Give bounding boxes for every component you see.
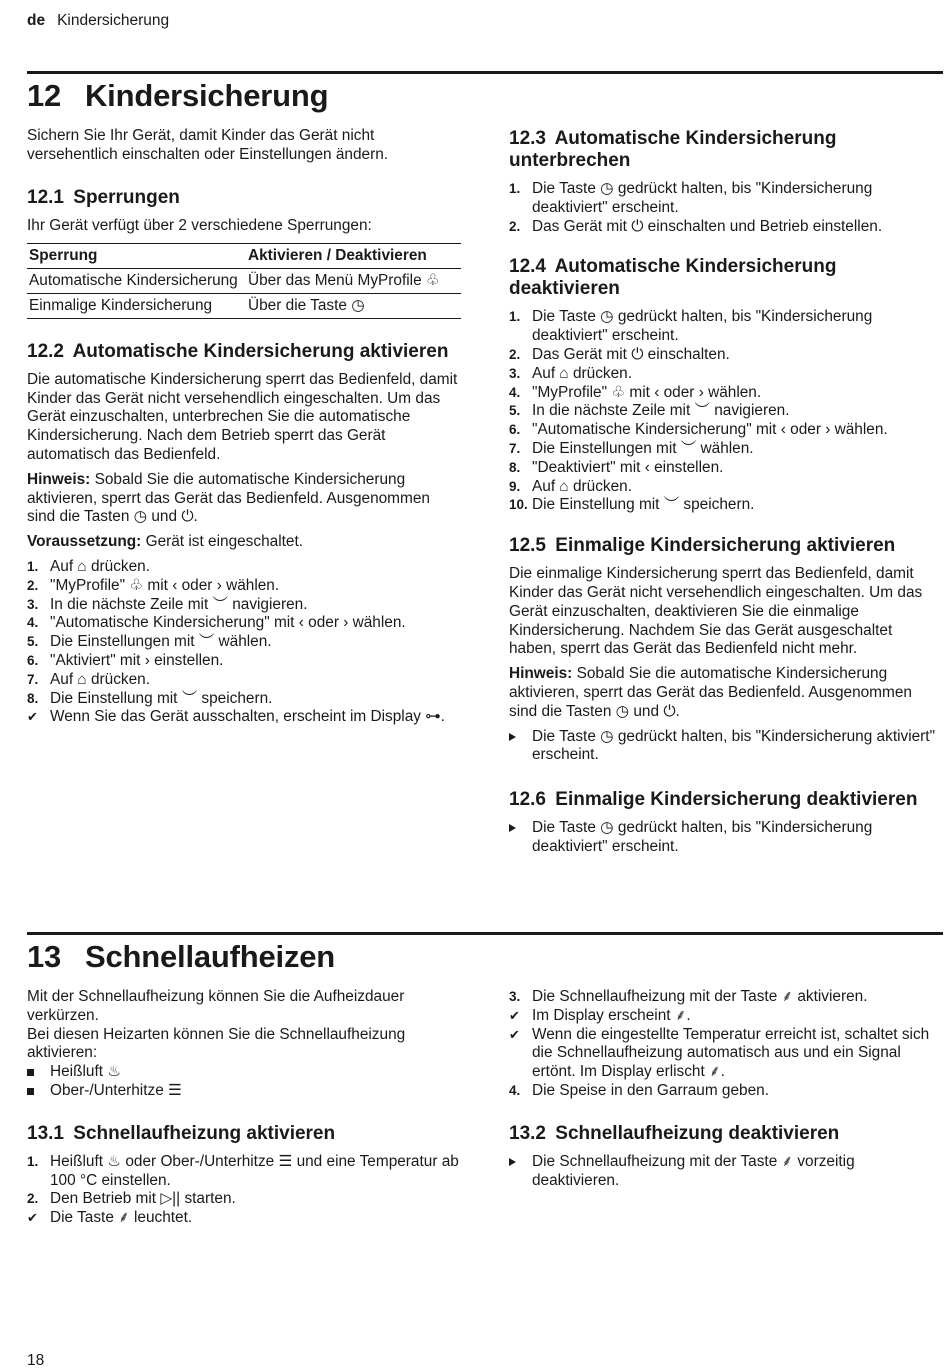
chapter-number: 12 <box>27 78 62 113</box>
list-item <box>509 440 943 459</box>
chapter-number: 13 <box>27 939 62 974</box>
step-text: Auf ⌂ drücken. <box>532 364 632 382</box>
heating-modes-list <box>27 1063 461 1101</box>
list-item <box>27 1209 461 1228</box>
list-item <box>27 652 461 671</box>
list-item <box>27 633 461 652</box>
header-section-title: Kindersicherung <box>57 12 170 29</box>
note-paragraph <box>509 665 943 721</box>
list-item <box>27 1190 461 1209</box>
step-text: "MyProfile" ♧ mit ‹ oder › wählen. <box>532 383 762 401</box>
step-number: 7. <box>509 440 521 456</box>
step-text: Auf ⌂ drücken. <box>532 477 632 495</box>
step-number: 2. <box>509 346 521 362</box>
list-item <box>27 577 461 596</box>
page-number: 18 <box>27 1352 45 1369</box>
section-12-1-heading: 12.1 Sperrungen <box>27 186 180 208</box>
result-check-icon: ✔ <box>27 1210 38 1226</box>
table-row <box>27 269 461 294</box>
step-text: Die Einstellung mit ︶ speichern. <box>532 496 755 514</box>
list-item <box>509 496 943 515</box>
note-label: Hinweis: <box>27 470 91 488</box>
chapter-title: Schnellaufheizen <box>85 939 336 974</box>
step-number: 1. <box>27 558 39 574</box>
section-12-5-heading: 12.5 Einmalige Kindersicherung aktivieren <box>509 535 896 557</box>
step-text: Die Schnellaufheizung mit der Taste ⸙ aktivieren. <box>532 988 868 1005</box>
table-header-row <box>27 244 461 269</box>
step-text: Wenn die eingestellte Temperatur erreicht ist, schaltet sich die Schnellaufheizung automatisch aus und ein Signal ertönt. Im Display erlischt ⸙. <box>532 1025 930 1081</box>
list-item <box>509 728 943 766</box>
list-item <box>509 1153 943 1191</box>
section-12-6-heading: 12.6 Einmalige Kindersicherung deaktivieren <box>509 789 918 811</box>
step-number: 6. <box>27 652 39 668</box>
list-item <box>509 180 943 218</box>
list-item <box>509 365 943 384</box>
chapter-12-rule <box>27 71 943 74</box>
chapter-intro: Mit der Schnellaufheizung können Sie die Aufheizdauer verkürzen. <box>27 988 405 1024</box>
step-number: 2. <box>27 1191 39 1207</box>
step-number: 4. <box>509 384 521 400</box>
step-number: 1. <box>509 181 521 196</box>
step-text: "Automatische Kindersicherung" mit ‹ oder › wählen. <box>50 614 406 632</box>
step-text: Die Einstellungen mit ︶ wählen. <box>50 633 272 651</box>
step-number: 9. <box>509 478 521 494</box>
action-arrow-icon <box>509 824 516 832</box>
list-item <box>27 671 461 690</box>
step-text: Die Schnellaufheizung mit der Taste ⸙ vorzeitig deaktivieren. <box>532 1152 855 1189</box>
bullet-square-icon <box>27 1069 34 1076</box>
step-text: In die nächste Zeile mit ︶ navigieren. <box>532 402 790 420</box>
precondition-text: Gerät ist eingeschaltet. <box>145 533 304 551</box>
chapter-12-right-column <box>509 128 943 857</box>
step-text: In die nächste Zeile mit ︶ navigieren. <box>50 595 308 613</box>
list-item <box>27 690 461 709</box>
step-number: 1. <box>509 309 521 325</box>
table-header: Sperrung <box>29 247 98 265</box>
bullet-square-icon <box>27 1088 34 1095</box>
step-number: 4. <box>27 615 39 631</box>
list-item <box>509 988 943 1007</box>
list-item <box>509 1007 943 1026</box>
step-number: 2. <box>27 577 39 593</box>
table-cell: Automatische Kindersicherung <box>29 272 238 290</box>
list-item <box>509 1082 943 1101</box>
note-label: Hinweis: <box>509 665 573 683</box>
chapter-12-left-column <box>27 127 461 727</box>
section-12-4-heading: 12.4 Automatische Kindersicherung deaktivieren <box>509 256 837 300</box>
step-number: 10. <box>509 497 528 513</box>
step-number: 2. <box>509 218 521 234</box>
chapter-13-right-column <box>509 988 943 1190</box>
table-cell: Über das Menü MyProfile ♧ <box>248 272 440 290</box>
step-text: "MyProfile" ♧ mit ‹ oder › wählen. <box>50 576 280 594</box>
step-text: "Automatische Kindersicherung" mit ‹ oder › wählen. <box>532 421 888 439</box>
list-item <box>509 478 943 497</box>
chapter-intro: Bei diesen Heizarten können Sie die Schnellaufheizung aktivieren: <box>27 1025 406 1062</box>
list-item <box>509 459 943 478</box>
list-item <box>27 708 461 727</box>
running-header <box>27 12 169 31</box>
list-item <box>509 1026 943 1082</box>
list-item: Ober-/Unterhitze ☰ <box>27 1082 461 1101</box>
result-check-icon: ✔ <box>509 1007 520 1023</box>
chapter-13-rule <box>27 932 943 935</box>
steps-list <box>509 988 943 1101</box>
step-number: 6. <box>509 422 521 438</box>
steps-list <box>27 558 461 727</box>
list-item <box>27 596 461 615</box>
list-item <box>27 1153 461 1191</box>
table-cell: Einmalige Kindersicherung <box>29 296 213 314</box>
step-text: Die Taste ◷ gedrückt halten, bis "Kindersicherung deaktiviert" erscheint. <box>532 180 873 216</box>
step-number: 5. <box>27 634 39 650</box>
step-text: Wenn Sie das Gerät ausschalten, erscheint im Display ⊶. <box>50 708 445 726</box>
precondition-label: Voraussetzung: <box>27 533 142 551</box>
action-list <box>509 1153 943 1191</box>
list-item <box>509 346 943 365</box>
list-item <box>27 558 461 577</box>
chapter-13-left-column <box>27 988 461 1228</box>
chapter-12-heading <box>27 78 328 114</box>
step-number: 8. <box>509 459 521 475</box>
note-text: Sobald Sie die automatische Kindersicherung aktivieren, sperrt das Gerät das Bedienfeld. Ausgenommen sind die Tasten ◷ und ⏻. <box>27 470 430 526</box>
step-number: 4. <box>509 1082 521 1098</box>
section-13-2-heading: 13.2 Schnellaufheizung deaktivieren <box>509 1122 840 1144</box>
step-number: 1. <box>27 1153 39 1169</box>
list-item <box>509 308 943 346</box>
action-arrow-icon <box>509 1158 516 1166</box>
list-item <box>509 421 943 440</box>
step-number: 7. <box>27 671 39 687</box>
note-text: Sobald Sie die automatische Kindersicherung aktivieren, sperrt das Gerät das Bedienfeld. Ausgenommen sind die Tasten ◷ und ⏻. <box>509 665 912 720</box>
step-number: 8. <box>27 690 39 706</box>
step-text: "Deaktiviert" mit ‹ einstellen. <box>532 458 724 476</box>
list-item <box>509 218 943 237</box>
step-text: Die Einstellung mit ︶ speichern. <box>50 689 273 707</box>
precondition-paragraph <box>27 533 461 552</box>
chapter-13-heading <box>27 939 335 975</box>
note-paragraph <box>27 471 461 527</box>
steps-list <box>509 308 943 515</box>
step-text: Die Taste ◷ gedrückt halten, bis "Kindersicherung deaktiviert" erscheint. <box>532 819 873 855</box>
step-text: Die Speise in den Garraum geben. <box>532 1081 769 1099</box>
action-list <box>509 819 943 857</box>
step-text: Die Taste ◷ gedrückt halten, bis "Kindersicherung deaktiviert" erscheint. <box>532 308 873 345</box>
table-row <box>27 293 461 318</box>
table-header: Aktivieren / Deaktivieren <box>248 247 427 265</box>
step-number: 5. <box>509 403 521 419</box>
list-item <box>509 402 943 421</box>
section-text: Ihr Gerät verfügt über 2 verschiedene Sperrungen: <box>27 216 372 234</box>
step-text: Die Einstellungen mit ︶ wählen. <box>532 439 754 457</box>
step-text: Den Betrieb mit ▷|| starten. <box>50 1190 236 1208</box>
step-text: Die Taste ⸙ leuchtet. <box>50 1209 193 1227</box>
step-number: 3. <box>509 989 521 1004</box>
step-text: Die Taste ◷ gedrückt halten, bis "Kindersicherung aktiviert" erscheint. <box>532 727 936 764</box>
result-check-icon: ✔ <box>27 709 38 725</box>
action-arrow-icon <box>509 733 516 741</box>
step-text: Heißluft ♨ oder Ober-/Unterhitze ☰ und eine Temperatur ab 100 °C einstellen. <box>50 1152 459 1189</box>
section-text: Die automatische Kindersicherung sperrt das Bedienfeld, damit Kinder das Gerät nicht versehendlich eingeschalten. Um das Gerät einzuschalten, unterbrechen Sie die automatische Kindersicherung. Nach dem Betrieb sperrt das Gerät automatisch das Bedienfeld. <box>27 370 458 463</box>
section-12-3-heading: 12.3 Automatische Kindersicherung unterbrechen <box>509 128 837 171</box>
table-cell: Über die Taste ◷ <box>248 296 365 314</box>
language-code: de <box>27 12 46 29</box>
list-item <box>27 614 461 633</box>
section-12-2-heading: 12.2 Automatische Kindersicherung aktivieren <box>27 340 449 362</box>
section-text: Die einmalige Kindersicherung sperrt das Bedienfeld, damit Kinder das Gerät nicht versehendlich eingeschalten. Um das Gerät einzuschalten, deaktivieren Sie die einmalige Kindersicherung. Nachdem Sie das Gerät ausgeschaltet haben, sperrt das Gerät das Bedienfeld nicht mehr. <box>509 565 923 658</box>
step-text: "Aktiviert" mit › einstellen. <box>50 651 224 669</box>
section-13-1-heading: 13.1 Schnellaufheizung aktivieren <box>27 1122 336 1144</box>
chapter-intro: Sichern Sie Ihr Gerät, damit Kinder das Gerät nicht versehentlich einschalten oder Einstellungen ändern. <box>27 127 389 163</box>
step-number: 3. <box>27 596 39 612</box>
steps-list <box>509 180 943 236</box>
list-item <box>509 384 943 403</box>
step-text: Das Gerät mit ⏻ einschalten und Betrieb einstellen. <box>532 217 883 235</box>
steps-list <box>27 1153 461 1228</box>
result-check-icon: ✔ <box>509 1026 520 1042</box>
chapter-title: Kindersicherung <box>85 78 329 113</box>
lock-types-table <box>27 243 461 318</box>
step-text: Auf ⌂ drücken. <box>50 670 150 688</box>
list-item <box>509 819 943 857</box>
step-text: Im Display erscheint ⸙. <box>532 1006 691 1024</box>
list-item: Heißluft ♨ <box>27 1063 461 1082</box>
step-text: Auf ⌂ drücken. <box>50 557 150 575</box>
step-number: 3. <box>509 365 521 381</box>
step-text: Das Gerät mit ⏻ einschalten. <box>532 345 730 363</box>
action-list <box>509 728 943 766</box>
